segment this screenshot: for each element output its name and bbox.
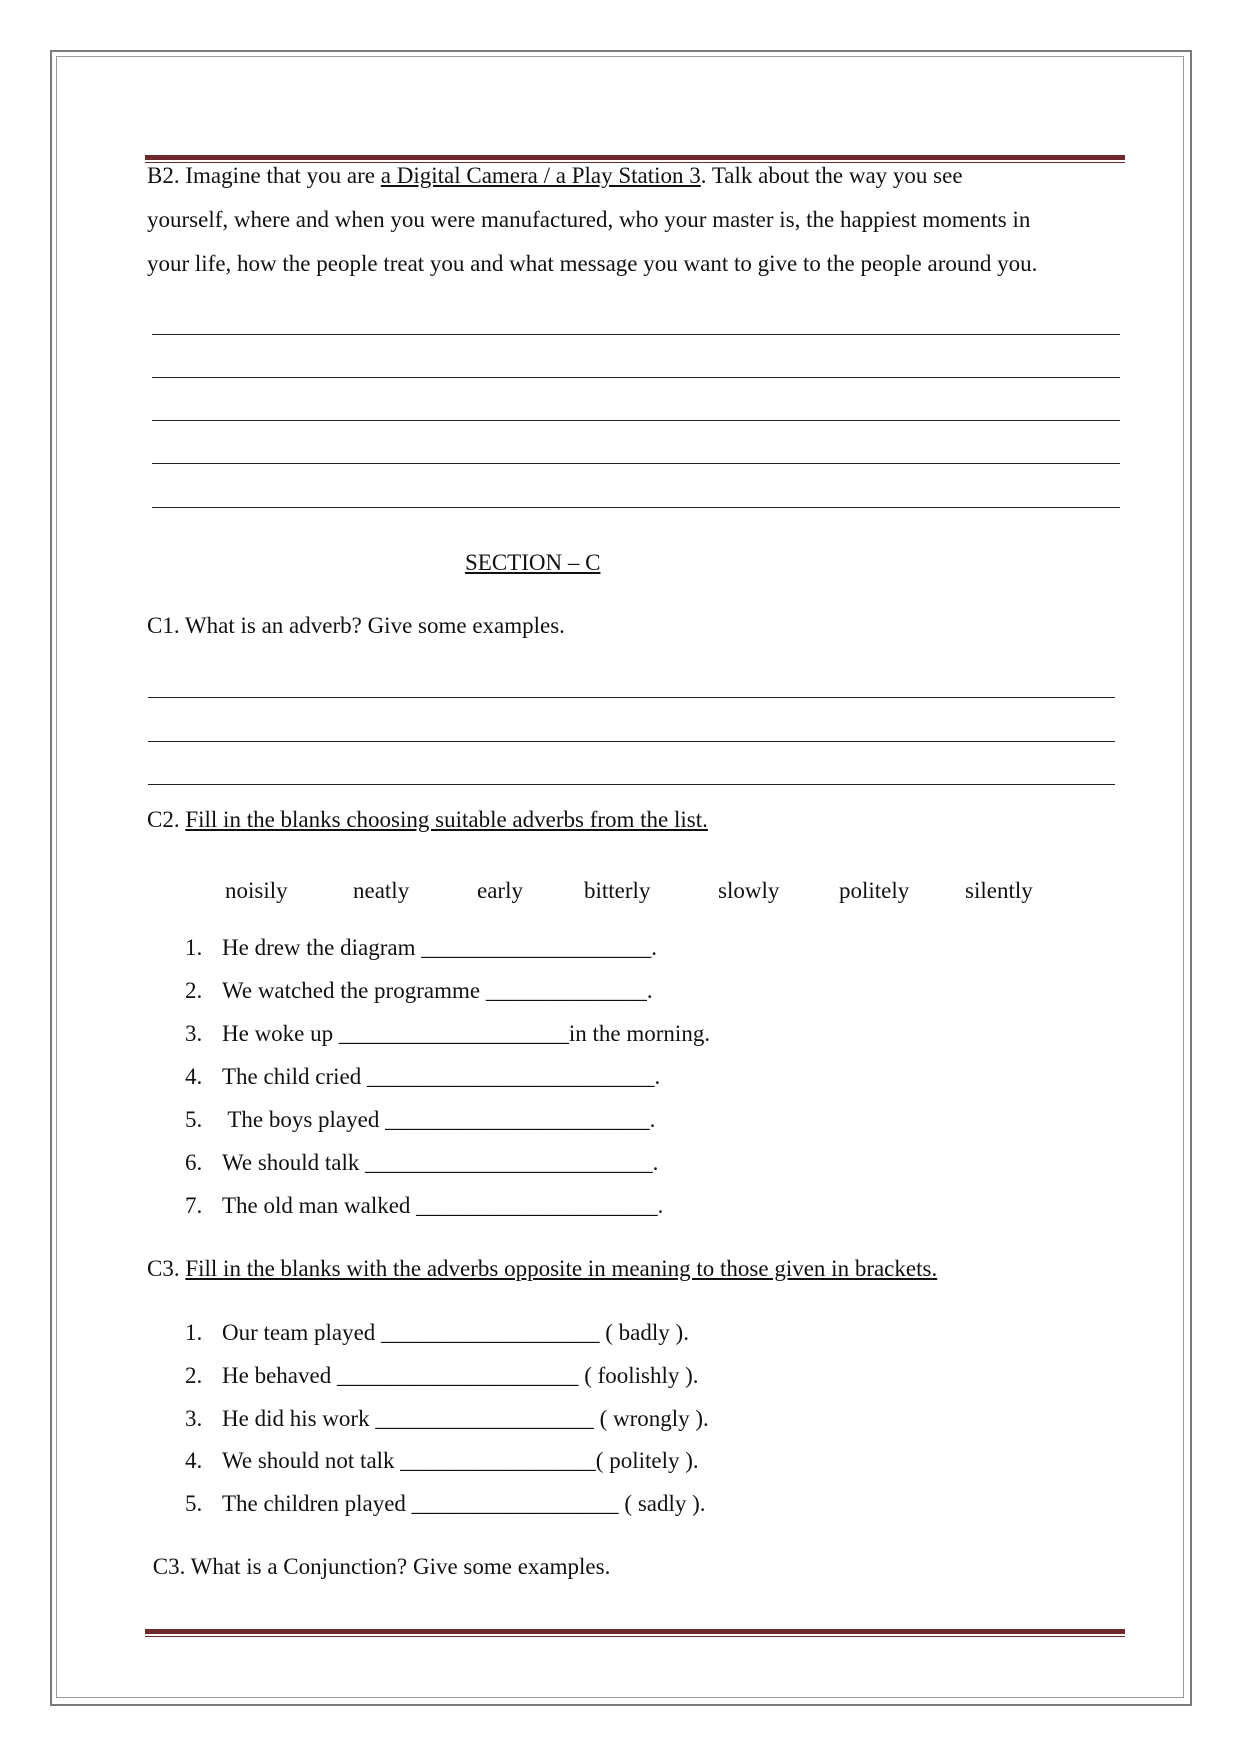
b2-line-1: [147, 163, 963, 189]
b2-choice: a Digital Camera / a Play Station 3: [380, 163, 701, 188]
word-list-item: slowly: [718, 878, 780, 903]
fill-blank-item[interactable]: The child cried _________________________.: [222, 1064, 661, 1089]
item-number: 4.: [185, 1064, 203, 1089]
fill-blank-item[interactable]: Our team played ___________________ ( badly ).: [222, 1320, 689, 1345]
item-number: 3.: [185, 1021, 203, 1046]
fill-blank-item[interactable]: He behaved _____________________ ( foolishly ).: [222, 1363, 699, 1388]
fill-blank-item[interactable]: He woke up ____________________in the morning.: [222, 1021, 711, 1046]
item-number: 1.: [185, 1320, 203, 1345]
answer-line[interactable]: [152, 377, 1120, 378]
c3-instruction: Fill in the blanks with the adverbs opposite in meaning to those given in brackets.: [185, 1256, 938, 1281]
c3-label: C3.: [147, 1256, 186, 1281]
item-number: 1.: [185, 935, 203, 960]
fill-blank-item[interactable]: He did his work ___________________ ( wrongly ).: [222, 1406, 709, 1431]
word-list-item: silently: [965, 878, 1033, 903]
item-number: 2.: [185, 978, 203, 1003]
c1-question: C1. What is an adverb? Give some examples.: [147, 613, 565, 638]
word-list-item: noisily: [225, 878, 288, 903]
fill-blank-item[interactable]: The children played __________________ ( sadly ).: [222, 1491, 706, 1516]
item-number: 5.: [185, 1107, 203, 1132]
answer-line[interactable]: [148, 741, 1115, 742]
item-number: 4.: [185, 1448, 203, 1473]
item-number: 5.: [185, 1491, 203, 1516]
section-title: SECTION – C: [465, 550, 601, 575]
answer-line[interactable]: [152, 334, 1120, 335]
answer-line[interactable]: [152, 463, 1120, 464]
item-number: 7.: [185, 1193, 203, 1218]
answer-line[interactable]: [152, 507, 1120, 508]
item-number: 3.: [185, 1406, 203, 1431]
word-list-item: politely: [839, 878, 910, 903]
fill-blank-item[interactable]: The old man walked _____________________.: [222, 1193, 664, 1218]
b2-line-2: yourself, where and when you were manufactured, who your master is, the happiest moments in: [147, 207, 1031, 232]
fill-blank-item[interactable]: We should talk _________________________.: [222, 1150, 659, 1175]
fill-blank-item[interactable]: We should not talk _________________( politely ).: [222, 1448, 699, 1473]
c2-instruction: Fill in the blanks choosing suitable adverbs from the list.: [185, 807, 708, 832]
b2-line1-rest: . Talk about the way you see: [700, 163, 963, 188]
answer-line[interactable]: [148, 697, 1115, 698]
c3-conjunction-question: C3. What is a Conjunction? Give some examples.: [147, 1554, 611, 1579]
item-number: 2.: [185, 1363, 203, 1388]
answer-line[interactable]: [152, 420, 1120, 421]
fill-blank-item[interactable]: He drew the diagram ____________________.: [222, 935, 658, 960]
b2-line-3: your life, how the people treat you and what message you want to give to the people around you.: [147, 251, 1038, 276]
c2-heading: [147, 807, 708, 833]
top-rule: [145, 155, 1125, 163]
item-number: 6.: [185, 1150, 203, 1175]
bottom-rule: [145, 1629, 1125, 1637]
c3-heading: [147, 1256, 937, 1282]
answer-line[interactable]: [148, 784, 1115, 785]
word-list-item: bitterly: [584, 878, 651, 903]
word-list-item: early: [477, 878, 523, 903]
fill-blank-item[interactable]: We watched the programme ______________.: [222, 978, 653, 1003]
b2-prefix: B2. Imagine that you are: [147, 163, 381, 188]
word-list-item: neatly: [353, 878, 410, 903]
c2-label: C2.: [147, 807, 186, 832]
fill-blank-item[interactable]: The boys played _______________________.: [222, 1107, 656, 1132]
